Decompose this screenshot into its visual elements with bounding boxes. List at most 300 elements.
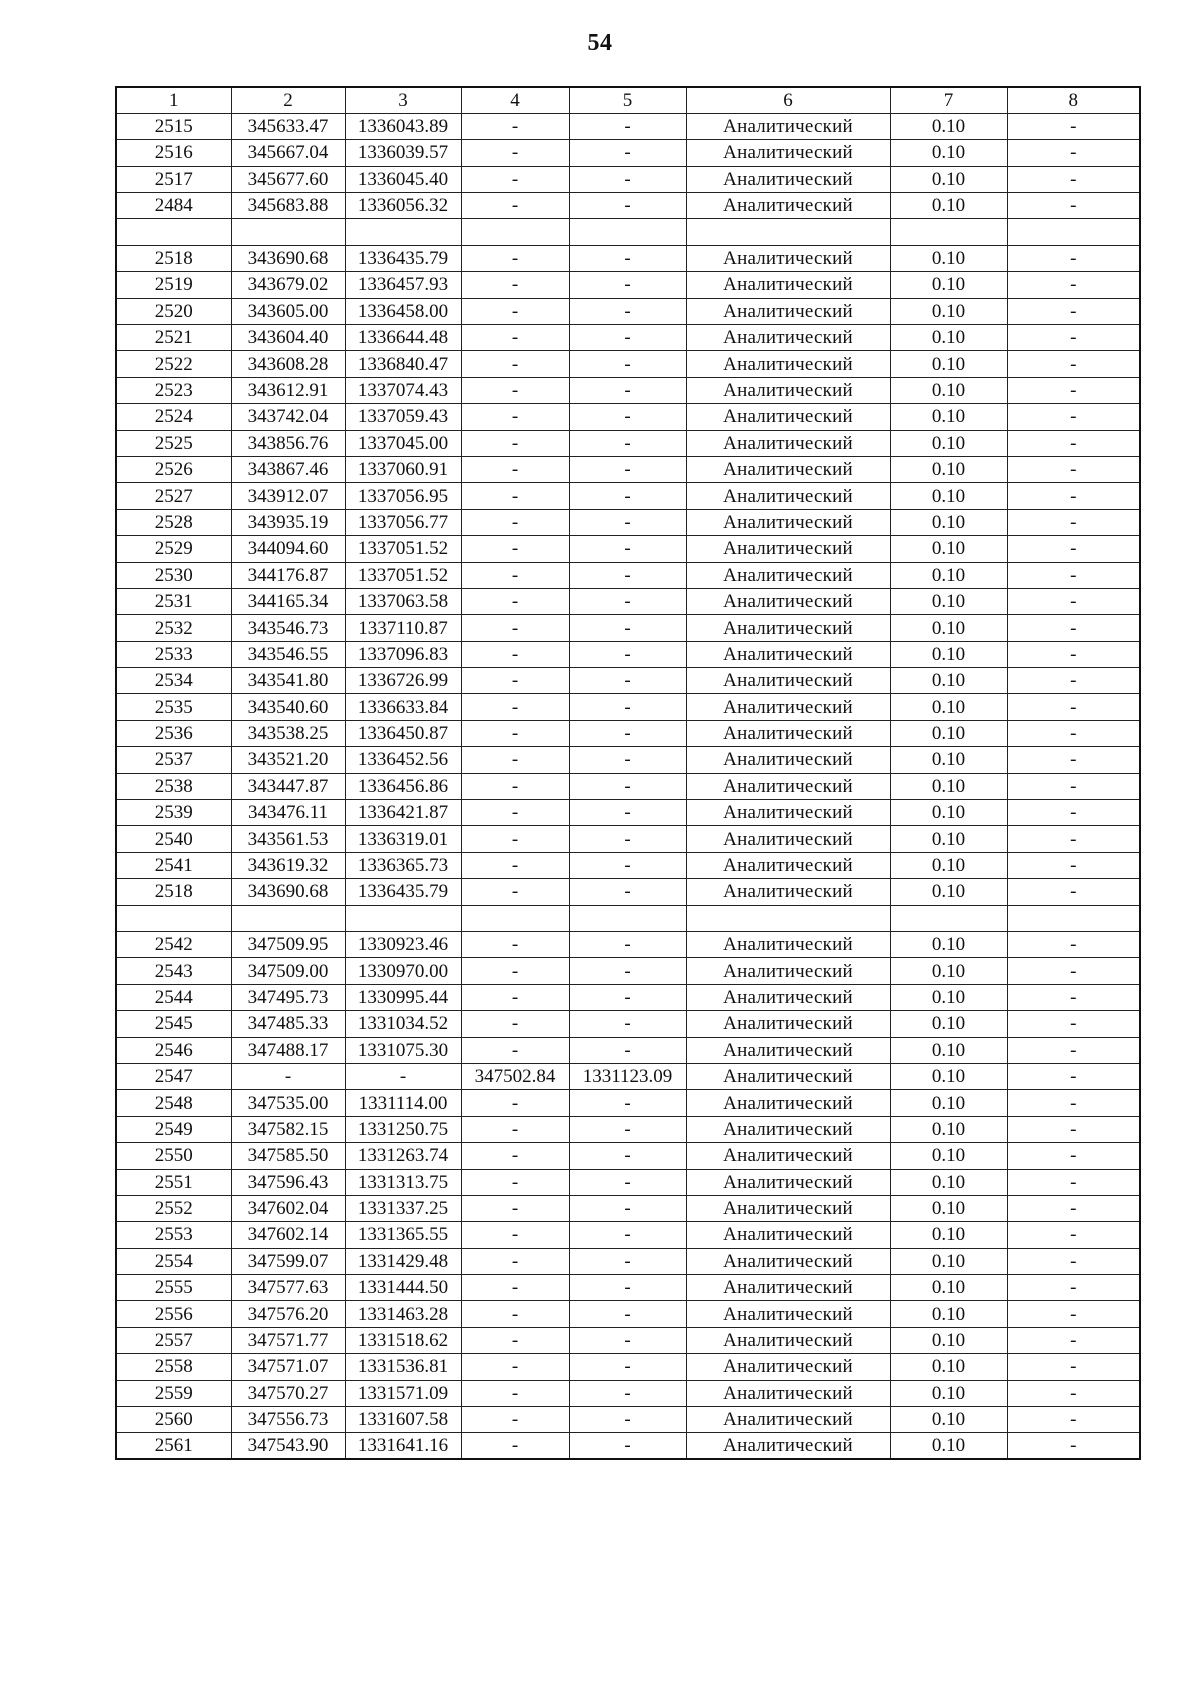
cell-col-7: 0.10 — [890, 351, 1007, 377]
cell-col-5: - — [569, 1011, 686, 1037]
column-header-6: 6 — [686, 87, 890, 113]
cell-col-1: 2515 — [116, 113, 231, 139]
cell-col-3: 1337056.77 — [345, 509, 461, 535]
cell-col-7: 0.10 — [890, 1037, 1007, 1063]
cell-col-4: - — [461, 1354, 569, 1380]
cell-col-3: 1337051.52 — [345, 536, 461, 562]
cell-col-8: - — [1007, 1301, 1140, 1327]
cell-col-5 — [569, 905, 686, 931]
cell-col-6: Аналитический — [686, 879, 890, 905]
cell-col-5: - — [569, 1169, 686, 1195]
cell-col-7 — [890, 905, 1007, 931]
cell-col-5: - — [569, 430, 686, 456]
cell-col-7: 0.10 — [890, 879, 1007, 905]
cell-col-1: 2542 — [116, 932, 231, 958]
cell-col-6: Аналитический — [686, 166, 890, 192]
cell-col-5: - — [569, 852, 686, 878]
cell-col-5: - — [569, 826, 686, 852]
cell-col-7: 0.10 — [890, 588, 1007, 614]
cell-col-6: Аналитический — [686, 1143, 890, 1169]
cell-col-5: - — [569, 509, 686, 535]
cell-col-5: - — [569, 536, 686, 562]
cell-col-4: - — [461, 1222, 569, 1248]
cell-col-2: 347576.20 — [231, 1301, 345, 1327]
cell-col-6: Аналитический — [686, 430, 890, 456]
cell-col-6: Аналитический — [686, 1407, 890, 1433]
cell-col-1: 2544 — [116, 984, 231, 1010]
cell-col-5: - — [569, 140, 686, 166]
cell-col-4: - — [461, 430, 569, 456]
cell-col-8: - — [1007, 958, 1140, 984]
cell-col-5: - — [569, 1143, 686, 1169]
cell-col-8: - — [1007, 272, 1140, 298]
cell-col-3: 1331250.75 — [345, 1116, 461, 1142]
table-row — [116, 456, 1140, 482]
cell-col-3: 1336045.40 — [345, 166, 461, 192]
cell-col-7: 0.10 — [890, 377, 1007, 403]
cell-col-2: 347570.27 — [231, 1380, 345, 1406]
cell-col-7: 0.10 — [890, 1354, 1007, 1380]
cell-col-4: - — [461, 694, 569, 720]
cell-col-6: Аналитический — [686, 800, 890, 826]
cell-col-8: - — [1007, 456, 1140, 482]
cell-col-4 — [461, 219, 569, 245]
cell-col-6: Аналитический — [686, 1327, 890, 1353]
cell-col-7: 0.10 — [890, 1169, 1007, 1195]
cell-col-3: 1331518.62 — [345, 1327, 461, 1353]
cell-col-7: 0.10 — [890, 1222, 1007, 1248]
cell-col-6: Аналитический — [686, 720, 890, 746]
cell-col-7: 0.10 — [890, 325, 1007, 351]
cell-col-8: - — [1007, 879, 1140, 905]
cell-col-5: - — [569, 404, 686, 430]
cell-col-3: 1331429.48 — [345, 1248, 461, 1274]
cell-col-7: 0.10 — [890, 430, 1007, 456]
cell-col-4: - — [461, 615, 569, 641]
cell-col-3: 1336452.56 — [345, 747, 461, 773]
cell-col-6: Аналитический — [686, 404, 890, 430]
cell-col-1: 2534 — [116, 668, 231, 694]
cell-col-1: 2524 — [116, 404, 231, 430]
cell-col-3: 1336456.86 — [345, 773, 461, 799]
cell-col-1: 2517 — [116, 166, 231, 192]
cell-col-1: 2530 — [116, 562, 231, 588]
cell-col-7: 0.10 — [890, 562, 1007, 588]
cell-col-8: - — [1007, 747, 1140, 773]
cell-col-3: 1337060.91 — [345, 456, 461, 482]
table-row — [116, 1407, 1140, 1433]
cell-col-4: - — [461, 1327, 569, 1353]
cell-col-6: Аналитический — [686, 1248, 890, 1274]
column-header-8: 8 — [1007, 87, 1140, 113]
cell-col-4: - — [461, 536, 569, 562]
cell-col-5: - — [569, 351, 686, 377]
cell-col-8: - — [1007, 588, 1140, 614]
cell-col-4: - — [461, 1143, 569, 1169]
cell-col-6: Аналитический — [686, 1169, 890, 1195]
cell-col-6: Аналитический — [686, 1063, 890, 1089]
cell-col-1: 2527 — [116, 483, 231, 509]
cell-col-7: 0.10 — [890, 1063, 1007, 1089]
cell-col-3: 1337059.43 — [345, 404, 461, 430]
cell-col-2: 347585.50 — [231, 1143, 345, 1169]
cell-col-8: - — [1007, 140, 1140, 166]
cell-col-3: 1336435.79 — [345, 245, 461, 271]
cell-col-5: - — [569, 1037, 686, 1063]
cell-col-7: 0.10 — [890, 113, 1007, 139]
cell-col-6: Аналитический — [686, 245, 890, 271]
cell-col-4: - — [461, 245, 569, 271]
cell-col-4: - — [461, 773, 569, 799]
cell-col-7: 0.10 — [890, 1090, 1007, 1116]
cell-col-7: 0.10 — [890, 1433, 1007, 1459]
cell-col-7: 0.10 — [890, 1011, 1007, 1037]
cell-col-4: - — [461, 852, 569, 878]
cell-col-7: 0.10 — [890, 1275, 1007, 1301]
cell-col-7: 0.10 — [890, 694, 1007, 720]
cell-col-7: 0.10 — [890, 984, 1007, 1010]
cell-col-1: 2558 — [116, 1354, 231, 1380]
cell-col-7: 0.10 — [890, 298, 1007, 324]
cell-col-4: - — [461, 1301, 569, 1327]
cell-col-6: Аналитический — [686, 351, 890, 377]
cell-col-3: 1336319.01 — [345, 826, 461, 852]
table-row — [116, 932, 1140, 958]
table-row — [116, 984, 1140, 1010]
cell-col-5: - — [569, 958, 686, 984]
cell-col-3: 1336043.89 — [345, 113, 461, 139]
cell-col-5: - — [569, 377, 686, 403]
table-row — [116, 1037, 1140, 1063]
cell-col-2: 343612.91 — [231, 377, 345, 403]
cell-col-6: Аналитический — [686, 1195, 890, 1221]
table-row — [116, 1433, 1140, 1459]
cell-col-5: - — [569, 932, 686, 958]
cell-col-4: - — [461, 984, 569, 1010]
cell-col-6: Аналитический — [686, 456, 890, 482]
cell-col-5: - — [569, 1248, 686, 1274]
cell-col-1: 2537 — [116, 747, 231, 773]
cell-col-6: Аналитический — [686, 483, 890, 509]
cell-col-8: - — [1007, 166, 1140, 192]
table-row — [116, 193, 1140, 219]
table-row — [116, 879, 1140, 905]
cell-col-2 — [231, 905, 345, 931]
cell-col-5: - — [569, 694, 686, 720]
table-row — [116, 588, 1140, 614]
cell-col-5: - — [569, 1301, 686, 1327]
cell-col-6: Аналитический — [686, 958, 890, 984]
cell-col-2 — [231, 219, 345, 245]
table-row — [116, 404, 1140, 430]
cell-col-8: - — [1007, 1037, 1140, 1063]
cell-col-2: 345633.47 — [231, 113, 345, 139]
column-header-4: 4 — [461, 87, 569, 113]
cell-col-2: 345667.04 — [231, 140, 345, 166]
cell-col-4: - — [461, 1275, 569, 1301]
cell-col-5: - — [569, 113, 686, 139]
cell-col-8: - — [1007, 298, 1140, 324]
cell-col-3 — [345, 905, 461, 931]
cell-col-2: 343742.04 — [231, 404, 345, 430]
cell-col-5: - — [569, 1433, 686, 1459]
column-header-3: 3 — [345, 87, 461, 113]
cell-col-2: 347602.04 — [231, 1195, 345, 1221]
table-row — [116, 430, 1140, 456]
cell-col-8: - — [1007, 1433, 1140, 1459]
cell-col-6: Аналитический — [686, 1011, 890, 1037]
cell-col-1: 2533 — [116, 641, 231, 667]
cell-col-8 — [1007, 219, 1140, 245]
table-row — [116, 1275, 1140, 1301]
cell-col-7: 0.10 — [890, 773, 1007, 799]
cell-col-6: Аналитический — [686, 113, 890, 139]
cell-col-4: - — [461, 588, 569, 614]
cell-col-1: 2536 — [116, 720, 231, 746]
cell-col-6: Аналитический — [686, 826, 890, 852]
cell-col-7: 0.10 — [890, 1407, 1007, 1433]
cell-col-8: - — [1007, 852, 1140, 878]
table-row — [116, 615, 1140, 641]
cell-col-8: - — [1007, 1090, 1140, 1116]
cell-col-5: - — [569, 1090, 686, 1116]
cell-col-6: Аналитический — [686, 1222, 890, 1248]
cell-col-7: 0.10 — [890, 483, 1007, 509]
cell-col-2: 347535.00 — [231, 1090, 345, 1116]
cell-col-4: - — [461, 747, 569, 773]
separator-row — [116, 219, 1140, 245]
cell-col-6: Аналитический — [686, 747, 890, 773]
cell-col-2: 343541.80 — [231, 668, 345, 694]
cell-col-4: - — [461, 193, 569, 219]
cell-col-1: 2532 — [116, 615, 231, 641]
cell-col-4: - — [461, 351, 569, 377]
cell-col-7: 0.10 — [890, 536, 1007, 562]
cell-col-7: 0.10 — [890, 668, 1007, 694]
cell-col-1: 2550 — [116, 1143, 231, 1169]
cell-col-1: 2525 — [116, 430, 231, 456]
cell-col-5: - — [569, 588, 686, 614]
cell-col-5: - — [569, 668, 686, 694]
cell-col-1: 2549 — [116, 1116, 231, 1142]
cell-col-1: 2548 — [116, 1090, 231, 1116]
cell-col-4: - — [461, 562, 569, 588]
cell-col-2: 343447.87 — [231, 773, 345, 799]
cell-col-3: 1336450.87 — [345, 720, 461, 746]
cell-col-4: - — [461, 1090, 569, 1116]
table-row — [116, 483, 1140, 509]
table-row — [116, 377, 1140, 403]
cell-col-4: - — [461, 1037, 569, 1063]
cell-col-7: 0.10 — [890, 1301, 1007, 1327]
table-row — [116, 562, 1140, 588]
cell-col-2: 345683.88 — [231, 193, 345, 219]
cell-col-5: - — [569, 166, 686, 192]
coordinates-table — [115, 86, 1141, 1460]
cell-col-1: 2518 — [116, 245, 231, 271]
cell-col-4: - — [461, 1011, 569, 1037]
cell-col-3: 1337063.58 — [345, 588, 461, 614]
cell-col-2: 343690.68 — [231, 879, 345, 905]
cell-col-2: 343561.53 — [231, 826, 345, 852]
cell-col-2: 343690.68 — [231, 245, 345, 271]
cell-col-1: 2539 — [116, 800, 231, 826]
cell-col-7: 0.10 — [890, 1380, 1007, 1406]
cell-col-2: 343856.76 — [231, 430, 345, 456]
cell-col-1: 2516 — [116, 140, 231, 166]
cell-col-5: - — [569, 298, 686, 324]
cell-col-1: 2519 — [116, 272, 231, 298]
cell-col-6: Аналитический — [686, 641, 890, 667]
cell-col-8: - — [1007, 1275, 1140, 1301]
cell-col-4: - — [461, 113, 569, 139]
cell-col-5: - — [569, 245, 686, 271]
cell-col-1: 2546 — [116, 1037, 231, 1063]
column-header-2: 2 — [231, 87, 345, 113]
column-header-7: 7 — [890, 87, 1007, 113]
cell-col-3: 1337051.52 — [345, 562, 461, 588]
cell-col-6: Аналитический — [686, 272, 890, 298]
cell-col-2: 347485.33 — [231, 1011, 345, 1037]
cell-col-6: Аналитический — [686, 615, 890, 641]
cell-col-8: - — [1007, 1380, 1140, 1406]
cell-col-8: - — [1007, 562, 1140, 588]
cell-col-7: 0.10 — [890, 852, 1007, 878]
table-row — [116, 720, 1140, 746]
cell-col-4: - — [461, 800, 569, 826]
cell-col-4: 347502.84 — [461, 1063, 569, 1089]
cell-col-1: 2560 — [116, 1407, 231, 1433]
cell-col-7: 0.10 — [890, 615, 1007, 641]
cell-col-6: Аналитический — [686, 140, 890, 166]
cell-col-4: - — [461, 166, 569, 192]
cell-col-5: - — [569, 456, 686, 482]
cell-col-2: 343476.11 — [231, 800, 345, 826]
cell-col-1: 2557 — [116, 1327, 231, 1353]
cell-col-6: Аналитический — [686, 562, 890, 588]
cell-col-5: - — [569, 1275, 686, 1301]
cell-col-8: - — [1007, 113, 1140, 139]
cell-col-7: 0.10 — [890, 747, 1007, 773]
cell-col-3: 1336056.32 — [345, 193, 461, 219]
cell-col-3: 1331571.09 — [345, 1380, 461, 1406]
cell-col-1: 2545 — [116, 1011, 231, 1037]
cell-col-5: - — [569, 272, 686, 298]
cell-col-8: - — [1007, 1143, 1140, 1169]
table-row — [116, 826, 1140, 852]
cell-col-1: 2552 — [116, 1195, 231, 1221]
cell-col-6: Аналитический — [686, 325, 890, 351]
page-number: 54 — [587, 30, 613, 56]
cell-col-4: - — [461, 668, 569, 694]
table-row — [116, 1090, 1140, 1116]
cell-col-3: 1337056.95 — [345, 483, 461, 509]
cell-col-8: - — [1007, 430, 1140, 456]
cell-col-8: - — [1007, 509, 1140, 535]
cell-col-1: 2559 — [116, 1380, 231, 1406]
cell-col-4: - — [461, 1248, 569, 1274]
cell-col-6: Аналитический — [686, 377, 890, 403]
cell-col-7: 0.10 — [890, 1195, 1007, 1221]
cell-col-8: - — [1007, 615, 1140, 641]
table-row — [116, 773, 1140, 799]
table-row — [116, 1143, 1140, 1169]
table-row — [116, 1169, 1140, 1195]
cell-col-5: - — [569, 879, 686, 905]
cell-col-5 — [569, 219, 686, 245]
table-row — [116, 668, 1140, 694]
cell-col-8: - — [1007, 1354, 1140, 1380]
cell-col-8: - — [1007, 1116, 1140, 1142]
cell-col-6: Аналитический — [686, 298, 890, 324]
cell-col-1 — [116, 905, 231, 931]
cell-col-7: 0.10 — [890, 1143, 1007, 1169]
cell-col-6: Аналитический — [686, 1090, 890, 1116]
cell-col-7: 0.10 — [890, 193, 1007, 219]
cell-col-3: 1331114.00 — [345, 1090, 461, 1116]
cell-col-2: 343521.20 — [231, 747, 345, 773]
table-row — [116, 852, 1140, 878]
cell-col-5: - — [569, 1354, 686, 1380]
table-row — [116, 694, 1140, 720]
cell-col-6: Аналитический — [686, 1301, 890, 1327]
cell-col-7: 0.10 — [890, 140, 1007, 166]
cell-col-7: 0.10 — [890, 958, 1007, 984]
cell-col-2: 347596.43 — [231, 1169, 345, 1195]
table-row — [116, 1327, 1140, 1353]
cell-col-5: - — [569, 747, 686, 773]
cell-col-4: - — [461, 140, 569, 166]
cell-col-1: 2484 — [116, 193, 231, 219]
cell-col-6: Аналитический — [686, 1380, 890, 1406]
cell-col-3: 1330970.00 — [345, 958, 461, 984]
cell-col-3: 1336039.57 — [345, 140, 461, 166]
cell-col-2: 347488.17 — [231, 1037, 345, 1063]
cell-col-2: 347543.90 — [231, 1433, 345, 1459]
table-row — [116, 1116, 1140, 1142]
cell-col-8: - — [1007, 1169, 1140, 1195]
table-row — [116, 298, 1140, 324]
cell-col-6: Аналитический — [686, 1037, 890, 1063]
cell-col-4: - — [461, 1380, 569, 1406]
cell-col-2: 344165.34 — [231, 588, 345, 614]
cell-col-1: 2526 — [116, 456, 231, 482]
cell-col-7: 0.10 — [890, 1327, 1007, 1353]
cell-col-6: Аналитический — [686, 668, 890, 694]
cell-col-5: - — [569, 984, 686, 1010]
cell-col-3: 1331641.16 — [345, 1433, 461, 1459]
cell-col-4: - — [461, 298, 569, 324]
cell-col-1: 2538 — [116, 773, 231, 799]
cell-col-2: 343540.60 — [231, 694, 345, 720]
cell-col-3: 1331075.30 — [345, 1037, 461, 1063]
table-row — [116, 1301, 1140, 1327]
cell-col-6: Аналитический — [686, 932, 890, 958]
cell-col-7: 0.10 — [890, 404, 1007, 430]
cell-col-3: 1336458.00 — [345, 298, 461, 324]
cell-col-2: 347556.73 — [231, 1407, 345, 1433]
table-row — [116, 272, 1140, 298]
cell-col-8: - — [1007, 1327, 1140, 1353]
cell-col-7: 0.10 — [890, 509, 1007, 535]
table-row — [116, 1248, 1140, 1274]
cell-col-7: 0.10 — [890, 1116, 1007, 1142]
cell-col-3: 1337045.00 — [345, 430, 461, 456]
cell-col-5: - — [569, 615, 686, 641]
cell-col-3: 1331463.28 — [345, 1301, 461, 1327]
cell-col-8: - — [1007, 193, 1140, 219]
cell-col-2: 347602.14 — [231, 1222, 345, 1248]
